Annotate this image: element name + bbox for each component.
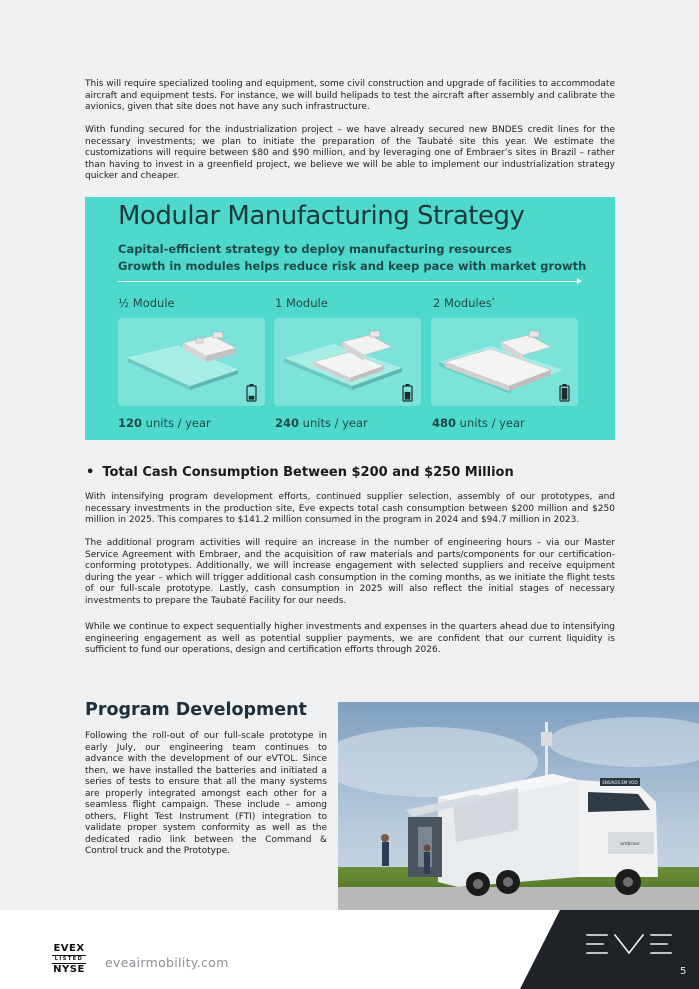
factory-module-two-illustration bbox=[431, 318, 578, 406]
module-units: 240 units / year bbox=[275, 416, 368, 430]
battery-icon bbox=[560, 384, 569, 401]
module-units: 480 units / year bbox=[432, 416, 525, 430]
eve-logo-icon bbox=[585, 931, 673, 957]
page-number: 5 bbox=[680, 966, 687, 977]
intro-paragraph-1: This will require specialized tooling and equipment, some civil construction and upgrade of facilities to accommodate aircraft and equipment tests. For instance, we will build helipads to test the aircraft after assembly and calibrate the avionics, given that site does not have any such infrastructure. bbox=[85, 79, 615, 112]
module-card bbox=[118, 318, 265, 406]
modular-manufacturing-infographic bbox=[85, 197, 615, 440]
website-link[interactable]: eveairmobility.com bbox=[105, 955, 229, 970]
factory-module-one-illustration bbox=[274, 318, 421, 406]
program-development-title: Program Development bbox=[85, 700, 307, 720]
program-development-text: Following the roll-out of our full-scale prototype in early July, our engineering team continues to advance with the development of our eVTOL. Since then, we have installed the batteries and initiated a series of tests to ensure that all the many systems are properly integrated amongst each other for a seamless flight campaign. These include – among others, Flight Test Instrument (FTI) integration to validate proper system conformity as well as the dedicated radio link between the Command & Control truck and the Prototype. bbox=[85, 731, 327, 856]
cash-paragraph-3: While we continue to expect sequentially higher investments and expenses in the quarters ahead due to intensifying engineering engagement as well as potential supplier payments, we are confident that our current liquidity is sufficient to fund our operations, design and certification efforts through 2026. bbox=[85, 622, 615, 655]
module-label: 2 Modules* bbox=[433, 296, 495, 310]
module-card bbox=[431, 318, 578, 406]
intro-paragraph-2: With funding secured for the industrialization project – we have already secured new BNDES credit lines for the necessary investments; we plan to initiate the preparation of the Taubaté site this year. We estimate the customizations will require between $80 and $90 million, and by leveraging one of Embraer’s sites in Brazil – rather than having to invest in a greenfield project, we believe we will be able to implement our industrialization strategy quicker and cheaper. bbox=[85, 125, 615, 181]
command-control-truck-photo bbox=[338, 702, 699, 911]
cash-paragraph-1: With intensifying program development efforts, continued supplier selection, assembly of our prototypes, and necessary investments in the production site, Eve expects total cash consumption between $200 million and $250 million in 2025. This compares to $141.2 million consumed in the program in 2024 and $94.7 million in 2023. bbox=[85, 492, 615, 525]
truck-sign-text: ENSAIOS EM VOO bbox=[602, 780, 638, 785]
nyse-listing-logo: EVEX LISTED NYSE bbox=[53, 943, 85, 975]
battery-icon bbox=[247, 384, 256, 401]
factory-module-half-illustration bbox=[118, 318, 265, 406]
cash-paragraph-2: The additional program activities will require an increase in the number of engineering hours – via our Master Service Agreement with Embraer, and the acquisition of raw materials and parts/components for our certification-conforming prototypes. Additionally, we will increase engagement with selected suppliers and receive equipment during the year – which will trigger additional cash consumption in the coming months, as we initiate the flight tests of our full-scale prototype. Lastly, cash consumption in 2025 will also reflect the initial stages of necessary investments to prepare the Taubaté Facility for our needs. bbox=[85, 538, 615, 606]
module-label: 1 Module bbox=[275, 296, 328, 310]
module-card bbox=[274, 318, 421, 406]
module-label: ½ Module bbox=[118, 296, 175, 310]
truck-brand-text: embraer bbox=[620, 842, 640, 847]
growth-arrow bbox=[118, 281, 578, 282]
cash-consumption-heading: • Total Cash Consumption Between $200 and $250 Million bbox=[86, 465, 514, 480]
module-units: 120 units / year bbox=[118, 416, 211, 430]
infographic-subtitle-2: Growth in modules helps reduce risk and keep pace with market growth bbox=[118, 259, 587, 273]
infographic-subtitle-1: Capital-efficient strategy to deploy manufacturing resources bbox=[118, 242, 512, 256]
infographic-title: Modular Manufacturing Strategy bbox=[118, 201, 525, 231]
battery-icon bbox=[403, 384, 412, 401]
